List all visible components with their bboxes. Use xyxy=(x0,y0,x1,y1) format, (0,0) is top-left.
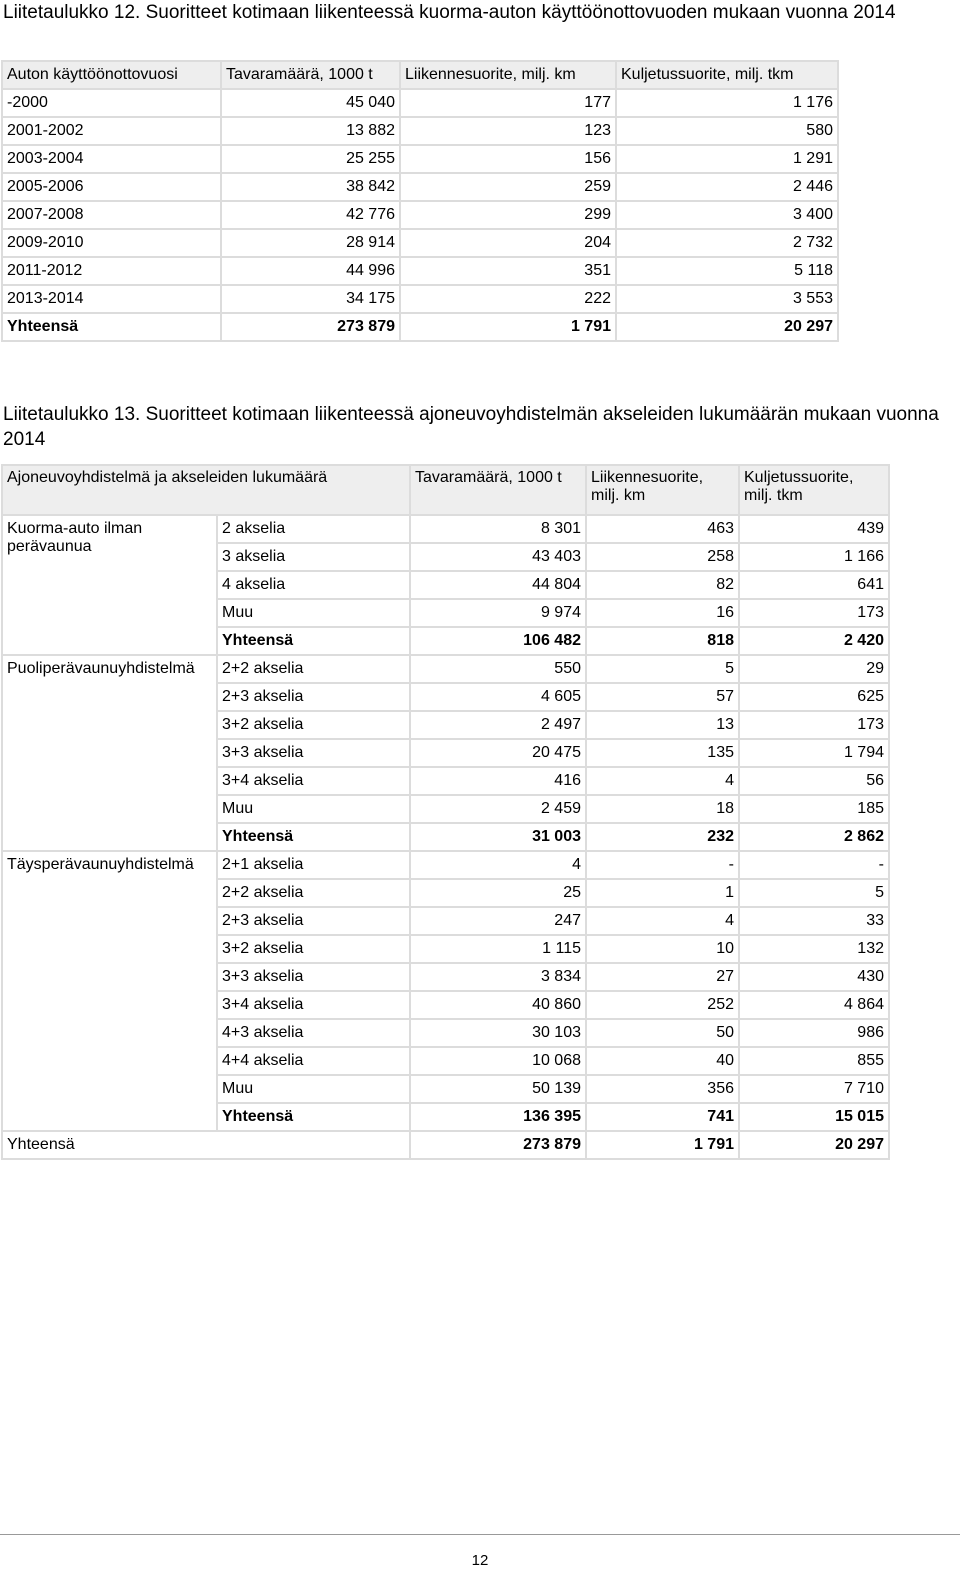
table-cell: 43 403 xyxy=(410,543,586,571)
table-cell: 273 879 xyxy=(221,313,400,341)
table-cell: 430 xyxy=(739,963,889,991)
table-row xyxy=(2,257,838,285)
table-cell: 29 xyxy=(739,655,889,683)
table-cell: 2 420 xyxy=(739,627,889,655)
table-cell: 5 xyxy=(586,655,739,683)
table-cell: 13 882 xyxy=(221,117,400,145)
table-cell: 3+4 akselia xyxy=(217,767,410,795)
table-cell: - xyxy=(739,851,889,879)
table-cell: 3 834 xyxy=(410,963,586,991)
table-cell: 439 xyxy=(739,515,889,543)
table-cell: 4 xyxy=(586,767,739,795)
table-cell: 10 xyxy=(586,935,739,963)
table12 xyxy=(1,60,839,342)
table-cell: 2011-2012 xyxy=(2,257,221,285)
column-header: Tavaramäärä, 1000 t xyxy=(410,465,586,515)
table-cell: 33 xyxy=(739,907,889,935)
table-row xyxy=(2,515,889,543)
table-cell: 986 xyxy=(739,1019,889,1047)
table-cell: 40 xyxy=(586,1047,739,1075)
table-cell: 3 akselia xyxy=(217,543,410,571)
table-cell: 2003-2004 xyxy=(2,145,221,173)
table-cell: 2+1 akselia xyxy=(217,851,410,879)
table-cell: 855 xyxy=(739,1047,889,1075)
table-cell: 18 xyxy=(586,795,739,823)
table-cell: 56 xyxy=(739,767,889,795)
table-cell: 1 176 xyxy=(616,89,838,117)
table-row xyxy=(2,117,838,145)
table-cell: 173 xyxy=(739,599,889,627)
table-cell: 156 xyxy=(400,145,616,173)
table-cell: 20 297 xyxy=(616,313,838,341)
table-cell: 28 914 xyxy=(221,229,400,257)
table-cell: 2 459 xyxy=(410,795,586,823)
table-cell: 299 xyxy=(400,201,616,229)
table-cell: 3 553 xyxy=(616,285,838,313)
grand-total-row xyxy=(2,1131,889,1159)
table-cell: 50 139 xyxy=(410,1075,586,1103)
table-cell: 173 xyxy=(739,711,889,739)
table-cell: Muu xyxy=(217,1075,410,1103)
table-cell: 44 804 xyxy=(410,571,586,599)
table-cell: 185 xyxy=(739,795,889,823)
table-cell: 30 103 xyxy=(410,1019,586,1047)
table-cell: 4 864 xyxy=(739,991,889,1019)
table-cell: 1 791 xyxy=(400,313,616,341)
group-label: Kuorma-auto ilman perävaunua xyxy=(2,515,217,655)
table-cell: 252 xyxy=(586,991,739,1019)
table-cell: 1 794 xyxy=(739,739,889,767)
table-cell: 2 497 xyxy=(410,711,586,739)
total-row xyxy=(2,313,838,341)
table-cell: 5 118 xyxy=(616,257,838,285)
table-cell: 3 400 xyxy=(616,201,838,229)
table-cell: 3+3 akselia xyxy=(217,963,410,991)
column-header: Ajoneuvoyhdistelmä ja akseleiden lukumäärä xyxy=(2,465,410,515)
table-row xyxy=(2,655,889,683)
table-cell: 45 040 xyxy=(221,89,400,117)
table-cell: 247 xyxy=(410,907,586,935)
table-row xyxy=(2,145,838,173)
table-cell: 82 xyxy=(586,571,739,599)
table13 xyxy=(1,464,890,1160)
table-cell: 44 996 xyxy=(221,257,400,285)
table-cell: 580 xyxy=(616,117,838,145)
table-row xyxy=(2,201,838,229)
table-cell: 42 776 xyxy=(221,201,400,229)
table-cell: 1 115 xyxy=(410,935,586,963)
column-header: Kuljetussuorite, milj. tkm xyxy=(739,465,889,515)
table-cell: 10 068 xyxy=(410,1047,586,1075)
table-cell: 27 xyxy=(586,963,739,991)
table-cell: 2+2 akselia xyxy=(217,879,410,907)
table-cell: 13 xyxy=(586,711,739,739)
table-cell: - xyxy=(586,851,739,879)
table-cell: 20 475 xyxy=(410,739,586,767)
table-cell: 34 175 xyxy=(221,285,400,313)
table-cell: 31 003 xyxy=(410,823,586,851)
table-cell: Muu xyxy=(217,795,410,823)
table-cell: 2 732 xyxy=(616,229,838,257)
table-cell: 416 xyxy=(410,767,586,795)
table-cell: 4 605 xyxy=(410,683,586,711)
table-cell: 4 akselia xyxy=(217,571,410,599)
table-cell: 2013-2014 xyxy=(2,285,221,313)
table-cell: 2005-2006 xyxy=(2,173,221,201)
table-cell: 273 879 xyxy=(410,1131,586,1159)
table-row xyxy=(2,229,838,257)
table-cell: 1 791 xyxy=(586,1131,739,1159)
table13-title: Liitetaulukko 13. Suoritteet kotimaan liikenteessä ajoneuvoyhdistelmän akseleiden lukumäärän mukaan vuonna 2014 xyxy=(3,404,939,450)
table-cell: 351 xyxy=(400,257,616,285)
table-cell: 9 974 xyxy=(410,599,586,627)
table-cell: 7 710 xyxy=(739,1075,889,1103)
table-cell: 8 301 xyxy=(410,515,586,543)
table-cell: Muu xyxy=(217,599,410,627)
table-cell: 2 446 xyxy=(616,173,838,201)
table-cell: 25 255 xyxy=(221,145,400,173)
table-cell: 258 xyxy=(586,543,739,571)
grand-total-label: Yhteensä xyxy=(2,1131,410,1159)
table-cell: 2009-2010 xyxy=(2,229,221,257)
table-cell: 1 166 xyxy=(739,543,889,571)
column-header: Tavaramäärä, 1000 t xyxy=(221,61,400,89)
table-cell: 463 xyxy=(586,515,739,543)
group-label: Puoliperävaunuyhdistelmä xyxy=(2,655,217,851)
footer-divider xyxy=(0,1534,960,1535)
table-cell: 3+4 akselia xyxy=(217,991,410,1019)
table-cell: 5 xyxy=(739,879,889,907)
table-cell: 40 860 xyxy=(410,991,586,1019)
table-cell: 2+2 akselia xyxy=(217,655,410,683)
table-cell: 2+3 akselia xyxy=(217,907,410,935)
table-row xyxy=(2,173,838,201)
table-cell: 4+4 akselia xyxy=(217,1047,410,1075)
table-cell: 3+2 akselia xyxy=(217,711,410,739)
table-row xyxy=(2,851,889,879)
table-cell: Yhteensä xyxy=(2,313,221,341)
table-cell: 641 xyxy=(739,571,889,599)
table-cell: 625 xyxy=(739,683,889,711)
table-cell: 16 xyxy=(586,599,739,627)
table-cell: 1 291 xyxy=(616,145,838,173)
table-cell: 132 xyxy=(739,935,889,963)
table-cell: 818 xyxy=(586,627,739,655)
table-cell: 2 862 xyxy=(739,823,889,851)
table-cell: 57 xyxy=(586,683,739,711)
table-cell: -2000 xyxy=(2,89,221,117)
table-cell: Yhteensä xyxy=(217,823,410,851)
table-cell: 2001-2002 xyxy=(2,117,221,145)
table-cell: 3+2 akselia xyxy=(217,935,410,963)
table-cell: 550 xyxy=(410,655,586,683)
table-cell: 106 482 xyxy=(410,627,586,655)
group-label: Täysperävaunuyhdistelmä xyxy=(2,851,217,1131)
table-cell: 3+3 akselia xyxy=(217,739,410,767)
table-cell: 1 xyxy=(586,879,739,907)
column-header: Liikennesuorite, milj. km xyxy=(586,465,739,515)
table-cell: 177 xyxy=(400,89,616,117)
table-cell: 123 xyxy=(400,117,616,145)
table-cell: 204 xyxy=(400,229,616,257)
table-cell: 15 015 xyxy=(739,1103,889,1131)
table-row xyxy=(2,89,838,117)
table-cell: 4 xyxy=(410,851,586,879)
table-cell: 2+3 akselia xyxy=(217,683,410,711)
table-cell: 4 xyxy=(586,907,739,935)
table-cell: 2007-2008 xyxy=(2,201,221,229)
table-cell: 259 xyxy=(400,173,616,201)
table-cell: Yhteensä xyxy=(217,1103,410,1131)
table-cell: 232 xyxy=(586,823,739,851)
table-cell: 4+3 akselia xyxy=(217,1019,410,1047)
table-cell: 222 xyxy=(400,285,616,313)
table-cell: 20 297 xyxy=(739,1131,889,1159)
table-cell: 38 842 xyxy=(221,173,400,201)
page-number: 12 xyxy=(471,1552,489,1569)
table-cell: 2 akselia xyxy=(217,515,410,543)
table-cell: 356 xyxy=(586,1075,739,1103)
table-cell: 741 xyxy=(586,1103,739,1131)
table-cell: 136 395 xyxy=(410,1103,586,1131)
column-header: Auton käyttöönottovuosi xyxy=(2,61,221,89)
column-header: Kuljetussuorite, milj. tkm xyxy=(616,61,838,89)
table-row xyxy=(2,285,838,313)
column-header: Liikennesuorite, milj. km xyxy=(400,61,616,89)
table-header-row xyxy=(2,465,889,515)
table12-title: Liitetaulukko 12. Suoritteet kotimaan liikenteessä kuorma-auton käyttöönottovuoden mukaan vuonna 2014 xyxy=(3,2,896,23)
table-header-row xyxy=(2,61,838,89)
table-cell: 50 xyxy=(586,1019,739,1047)
table-cell: Yhteensä xyxy=(217,627,410,655)
table-cell: 25 xyxy=(410,879,586,907)
table-cell: 135 xyxy=(586,739,739,767)
